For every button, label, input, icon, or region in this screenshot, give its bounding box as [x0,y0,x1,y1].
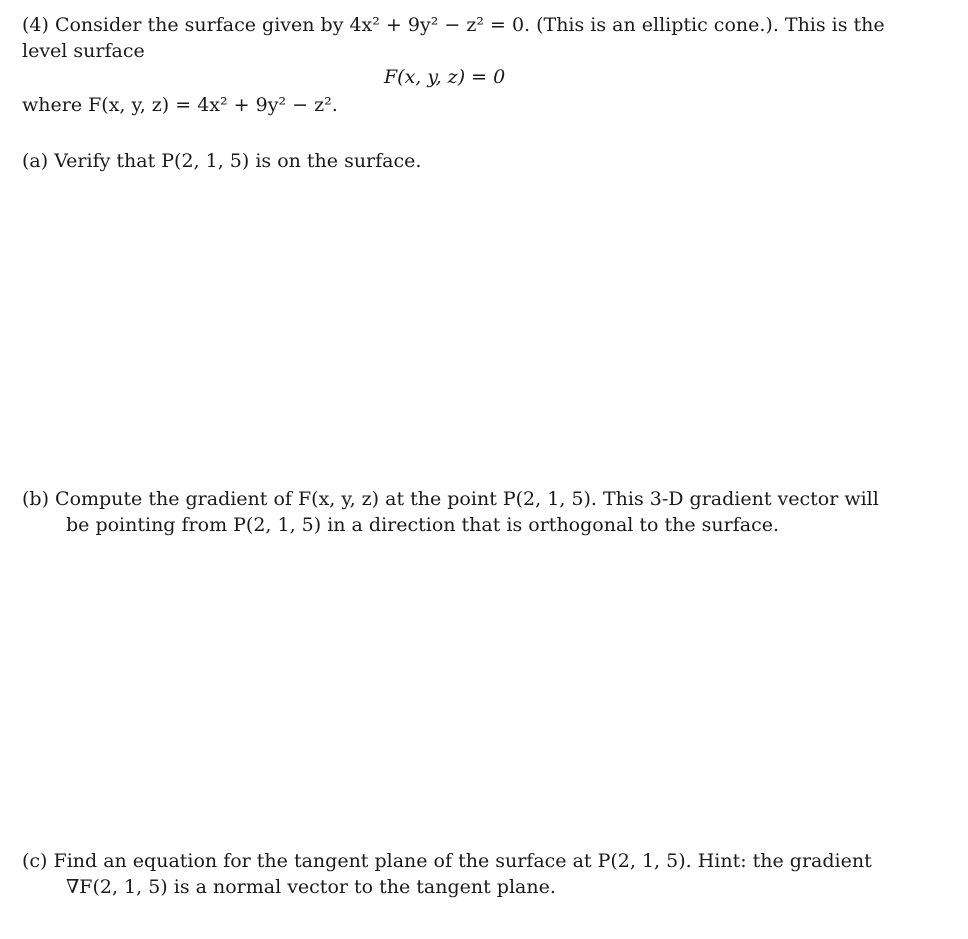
where-line: where F(x, y, z) = 4x² + 9y² − z². [22,94,338,116]
part-b-line-1: (b) Compute the gradient of F(x, y, z) at the point P(2, 1, 5). This 3-D gradient vector will [22,488,879,510]
part-a: (a) Verify that P(2, 1, 5) is on the surface. [22,150,422,172]
part-b-line-2: be pointing from P(2, 1, 5) in a direction that is orthogonal to the surface. [66,514,780,536]
problem-intro-line-2: level surface [22,40,145,62]
problem-intro-line-1: (4) Consider the surface given by 4x² + 9y² − z² = 0. (This is an elliptic cone.). This is the [22,14,885,36]
display-equation: F(x, y, z) = 0 [384,66,506,88]
part-c-line-2: ∇F(2, 1, 5) is a normal vector to the tangent plane. [66,876,556,898]
part-c-line-1: (c) Find an equation for the tangent plane of the surface at P(2, 1, 5). Hint: the gradient [22,850,872,872]
